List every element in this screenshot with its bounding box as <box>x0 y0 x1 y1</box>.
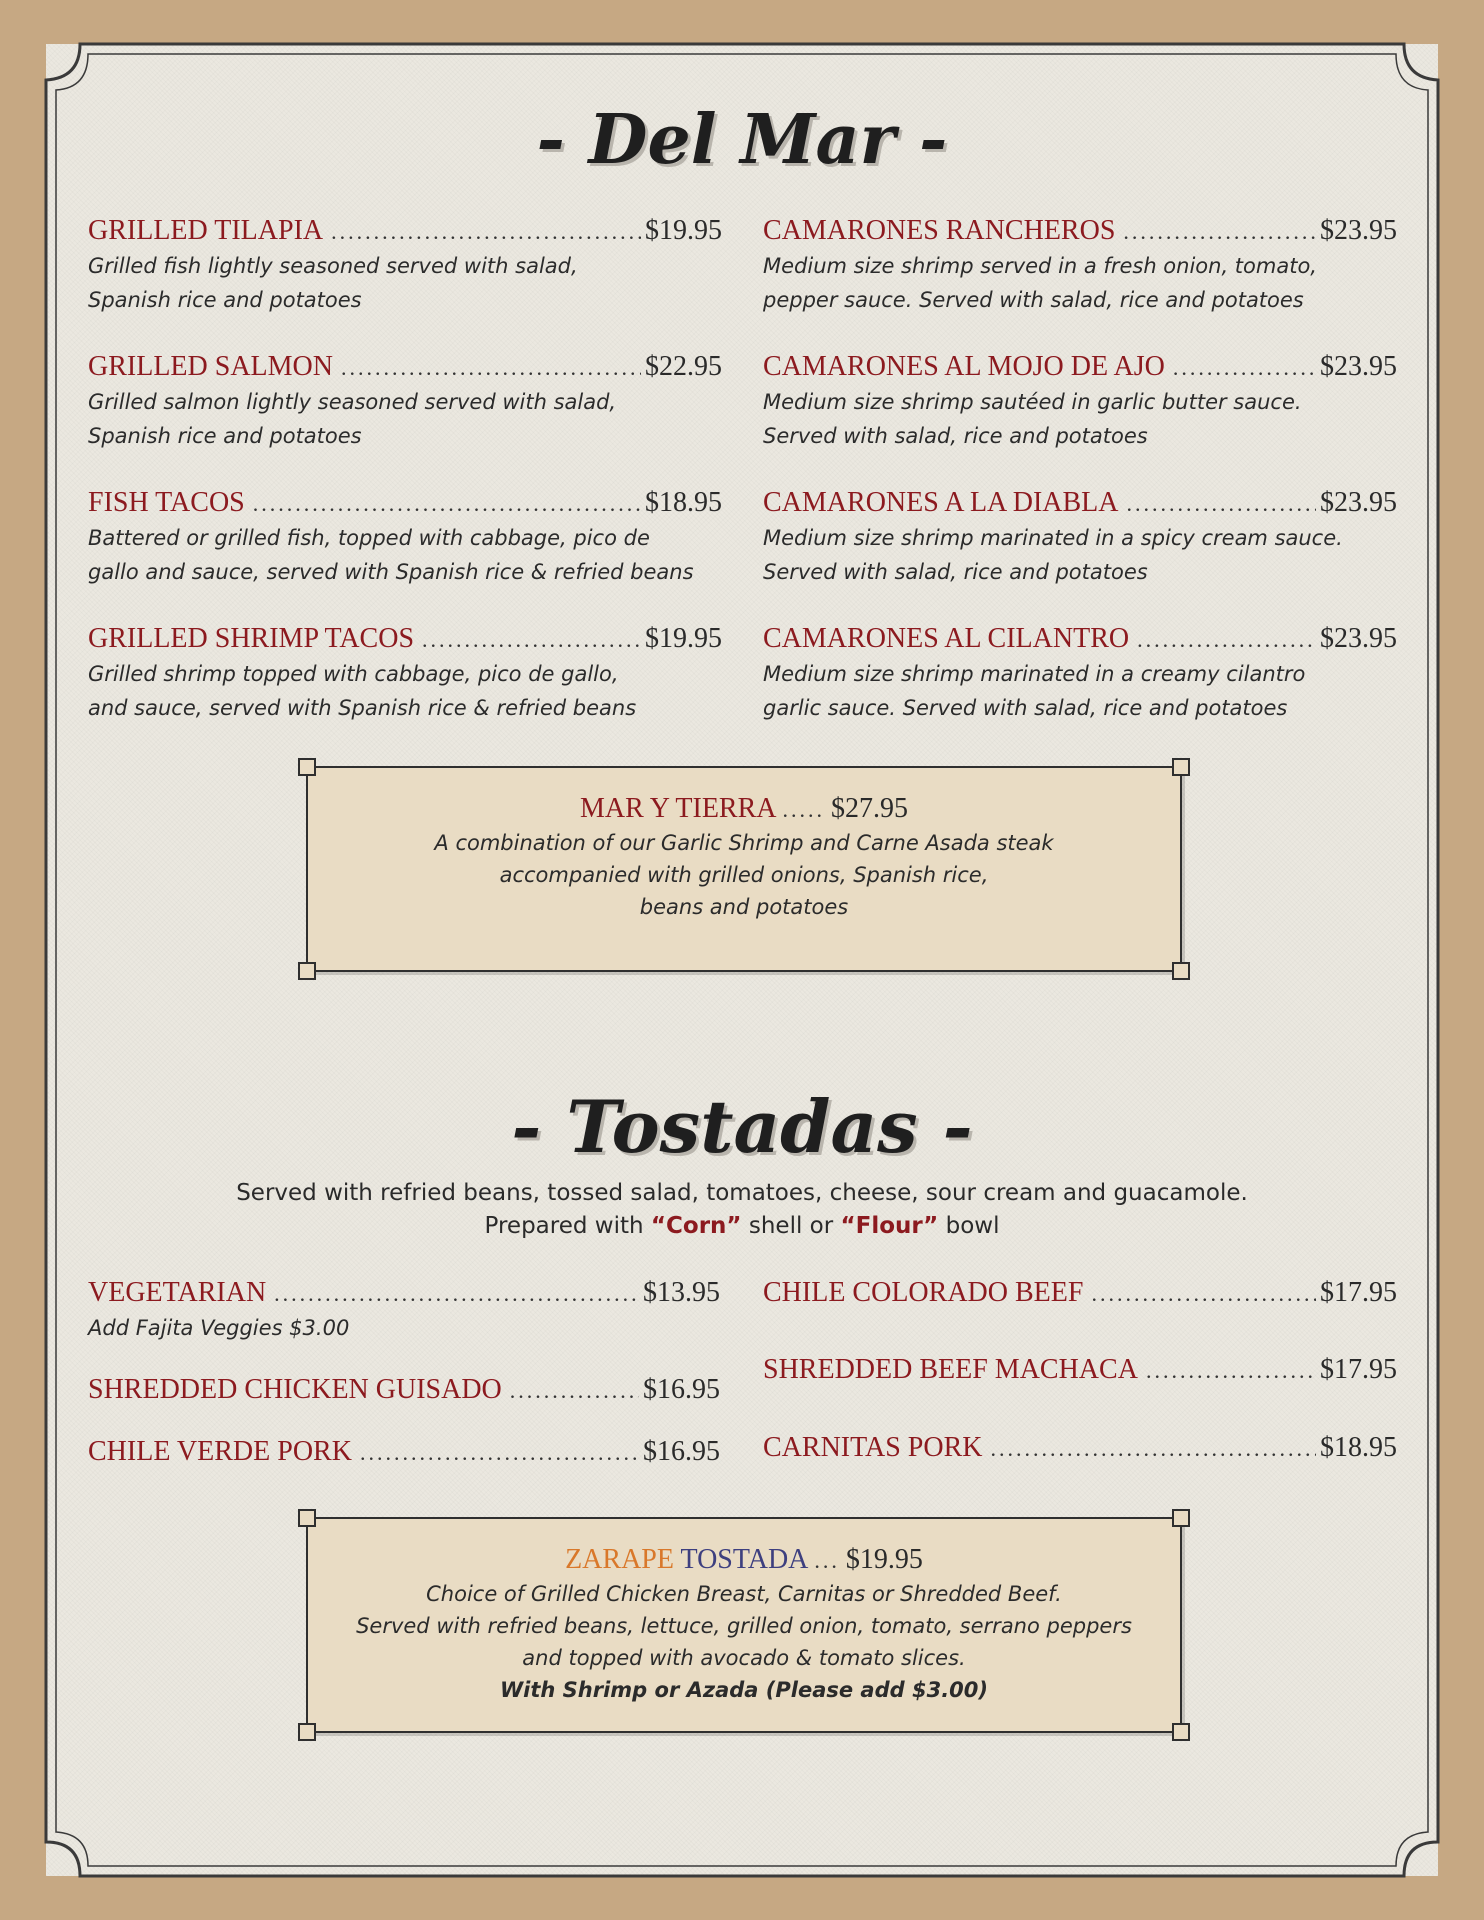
menu-item <box>763 622 1397 725</box>
item-price: $17.95 <box>1320 1354 1397 1385</box>
item-price: $18.95 <box>1320 1432 1397 1463</box>
item-name: CHILE COLORADO BEEF <box>763 1277 1084 1308</box>
menu-item <box>88 622 722 725</box>
box-corner-ornament <box>1172 758 1190 776</box>
item-description: Medium size shrimp served in a fresh onion, tomato, <box>763 254 1317 278</box>
item-name: CHILE VERDE PORK <box>88 1436 352 1467</box>
menu-item <box>763 486 1397 589</box>
item-description: Medium size shrimp marinated in a creamy cilantro <box>763 662 1306 686</box>
featured-name-tostada: TOSTADA <box>680 1544 809 1575</box>
item-name: SHREDDED CHICKEN GUISADO <box>88 1374 502 1405</box>
menu-item <box>763 1276 1397 1311</box>
item-price: $19.95 <box>645 623 722 654</box>
item-price: $23.95 <box>1320 351 1397 382</box>
box-corner-ornament <box>298 758 316 776</box>
item-price: $18.95 <box>645 487 722 518</box>
tostadas-shell-choice: Prepared with “Corn” shell or “Flour” bowl <box>484 1213 1000 1239</box>
item-name: CARNITAS PORK <box>763 1432 983 1463</box>
featured-item-price: $19.95 <box>845 1544 923 1575</box>
item-name: SHREDDED BEEF MACHACA <box>763 1354 1138 1385</box>
featured-name-zarape: ZARAPE <box>565 1544 674 1575</box>
box-corner-ornament <box>298 962 316 980</box>
item-name: VEGETARIAN <box>88 1277 267 1308</box>
featured-upgrade-note: With Shrimp or Azada (Please add $3.00) <box>500 1678 988 1702</box>
menu-item <box>88 1276 720 1345</box>
menu-item <box>88 1435 720 1470</box>
featured-description: A combination of our Garlic Shrimp and Carne Asada steak <box>434 831 1054 855</box>
item-description: Grilled shrimp topped with cabbage, pico de gallo, <box>88 662 619 686</box>
item-description: Battered or grilled fish, topped with cabbage, pico de <box>88 526 650 550</box>
item-description: Spanish rice and potatoes <box>88 288 362 312</box>
menu-item <box>763 1353 1397 1388</box>
box-corner-ornament <box>298 1723 316 1741</box>
item-name: FISH TACOS <box>88 487 245 518</box>
item-description: and sauce, served with Spanish rice & refried beans <box>88 696 637 720</box>
featured-description: accompanied with grilled onions, Spanish rice, <box>499 863 989 887</box>
item-description: Medium size shrimp sautéed in garlic butter sauce. <box>763 390 1302 414</box>
item-description: Spanish rice and potatoes <box>88 424 362 448</box>
box-corner-ornament <box>1172 1723 1190 1741</box>
menu-item <box>88 486 722 589</box>
menu-item <box>763 350 1397 453</box>
item-description: garlic sauce. Served with salad, rice and potatoes <box>763 696 1288 720</box>
menu-item <box>763 214 1397 317</box>
item-price: $22.95 <box>645 351 722 382</box>
featured-description: Served with refried beans, lettuce, grilled onion, tomato, serrano peppers <box>356 1614 1132 1638</box>
item-description: Add Fajita Veggies $3.00 <box>88 1316 350 1340</box>
box-corner-ornament <box>1172 962 1190 980</box>
item-price: $16.95 <box>643 1436 720 1467</box>
item-price: $23.95 <box>1320 487 1397 518</box>
featured-box-zarape-tostada: ZARAPE TOSTADA ... $19.95 Choice of Grilled Chicken Breast, Carnitas or Shredded Beef. Served with refried beans, lettuce, grilled onion, tomato, serrano peppers and topped with avocado & tomato slices. With Shrimp or Azada (Please add $3.00) <box>306 1517 1182 1733</box>
item-description: Medium size shrimp marinated in a spicy cream sauce. <box>763 526 1343 550</box>
featured-description: and topped with avocado & tomato slices. <box>522 1646 966 1670</box>
item-name: GRILLED SALMON <box>88 351 333 382</box>
featured-item-name: MAR Y TIERRA <box>579 793 777 824</box>
item-description: Grilled salmon lightly seasoned served with salad, <box>88 390 617 414</box>
menu-item <box>88 214 722 317</box>
featured-item-price: $27.95 <box>831 793 909 824</box>
item-name: GRILLED TILAPIA <box>88 215 324 246</box>
item-description: Served with salad, rice and potatoes <box>763 424 1148 448</box>
menu-item <box>88 1373 720 1408</box>
item-name: CAMARONES RANCHEROS <box>763 215 1116 246</box>
featured-description: Choice of Grilled Chicken Breast, Carnitas or Shredded Beef. <box>426 1582 1062 1606</box>
tostadas-intro: Served with refried beans, tossed salad, tomatoes, cheese, sour cream and guacamole. <box>236 1180 1248 1206</box>
item-name: CAMARONES A LA DIABLA <box>763 487 1119 518</box>
box-corner-ornament <box>298 1509 316 1527</box>
featured-description: beans and potatoes <box>639 895 849 919</box>
item-price: $23.95 <box>1320 215 1397 246</box>
item-price: $13.95 <box>643 1277 720 1308</box>
item-description: gallo and sauce, served with Spanish rice & refried beans <box>88 560 694 584</box>
menu-item <box>88 350 722 453</box>
section-title-del-mar: - Del Mar - <box>536 100 948 180</box>
item-name: CAMARONES AL CILANTRO <box>763 623 1130 654</box>
item-price: $16.95 <box>643 1374 720 1405</box>
item-price: $19.95 <box>645 215 722 246</box>
item-price: $23.95 <box>1320 623 1397 654</box>
featured-box-mar-y-tierra: MAR Y TIERRA ..... $27.95 A combination of our Garlic Shrimp and Carne Asada steak accompanied with grilled onions, Spanish rice, beans and potatoes <box>306 766 1182 972</box>
item-name: GRILLED SHRIMP TACOS <box>88 623 415 654</box>
box-corner-ornament <box>1172 1509 1190 1527</box>
section-title-tostadas: - Tostadas - <box>511 1084 973 1169</box>
menu-item <box>763 1431 1397 1466</box>
item-description: Served with salad, rice and potatoes <box>763 560 1148 584</box>
item-description: Grilled fish lightly seasoned served with salad, <box>88 254 578 278</box>
item-description: pepper sauce. Served with salad, rice and potatoes <box>763 288 1304 312</box>
item-price: $17.95 <box>1320 1277 1397 1308</box>
item-name: CAMARONES AL MOJO DE AJO <box>763 351 1165 382</box>
